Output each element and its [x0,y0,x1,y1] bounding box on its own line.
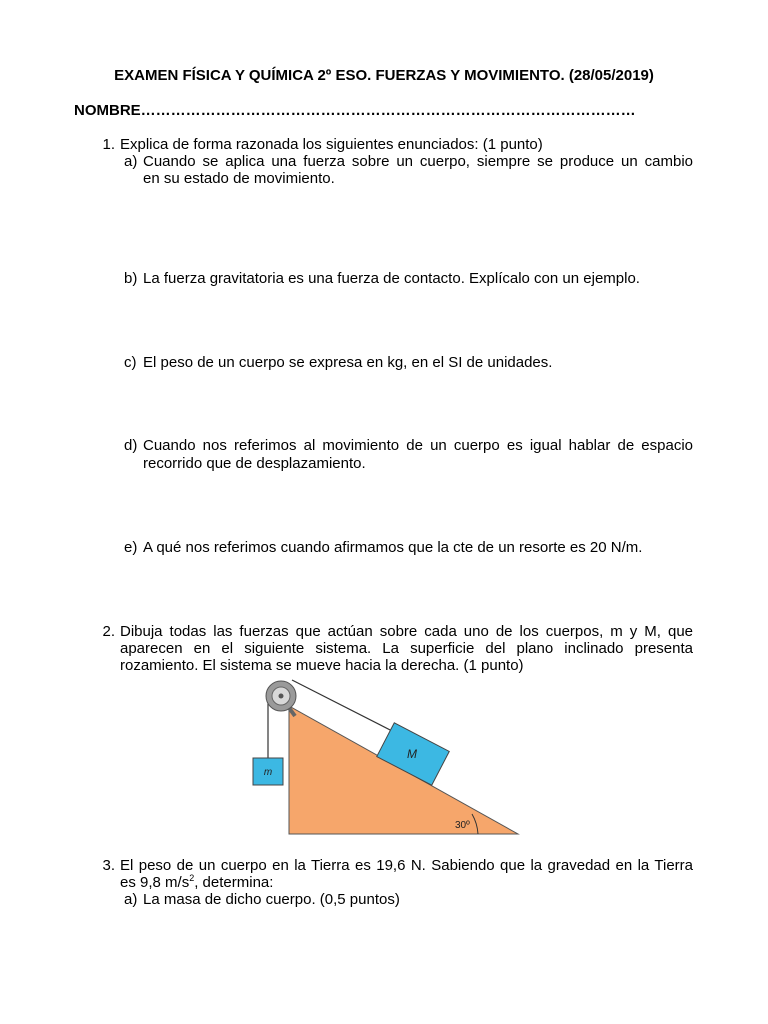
item-letter: c) [124,354,137,371]
hanging-mass-label: m [263,767,273,778]
question-text-line1: Dibuja todas las fuerzas que actúan sobre cada uno de los cuerpos, m y M, que [120,623,693,640]
question-number: 1. [102,136,115,153]
item-text-line2: en su estado de movimiento. [143,170,335,187]
angle-label: 30º [455,820,470,831]
item-letter: b) [124,270,138,287]
exam-title: EXAMEN FÍSICA Y QUÍMICA 2º ESO. FUERZAS Y MOVIMIENTO. (28/05/2019) [114,67,654,84]
item-letter: a) [124,891,138,908]
question-text-line3: rozamiento. El sistema se mueve hacia la derecha. (1 punto) [120,657,524,674]
item-text-line2: recorrido que de desplazamiento. [143,455,366,472]
item-text-line1: A qué nos referimos cuando afirmamos que la cte de un resorte es 20 N/m. [143,539,643,556]
item-text-line1: La fuerza gravitatoria es una fuerza de contacto. Explícalo con un ejemplo. [143,270,640,287]
block-M-label: M [407,747,417,761]
gravity-value: es 9,8 m/s [120,874,190,891]
item-letter: e) [124,539,138,556]
item-letter: d) [124,437,138,454]
item-text-line1: Cuando nos referimos al movimiento de un cuerpo es igual hablar de espacio [143,437,693,454]
item-text-line1: Cuando se aplica una fuerza sobre un cuerpo, siempre se produce un cambio [143,153,693,170]
item-text-line1: El peso de un cuerpo se expresa en kg, en el SI de unidades. [143,354,553,371]
question-number: 3. [102,857,115,874]
question-text-line1: El peso de un cuerpo en la Tierra es 19,6 N. Sabiendo que la gravedad en la Tierra [120,857,693,874]
item-text: La masa de dicho cuerpo. (0,5 puntos) [143,891,400,908]
question-number: 2. [102,623,115,640]
item-letter: a) [124,153,138,170]
question-text-tail: , determina: [194,874,274,891]
question-text: Explica de forma razonada los siguientes enunciados: (1 punto) [120,136,543,153]
question-text-line2: aparecen en el siguiente sistema. La superficie del plano inclinado presenta [120,640,693,657]
exponent: 2 [189,873,195,883]
pulley-icon [266,681,296,716]
name-field-label: NOMBRE……………………………………………………………………………………… [74,102,636,119]
question-text-line2 [120,874,273,892]
